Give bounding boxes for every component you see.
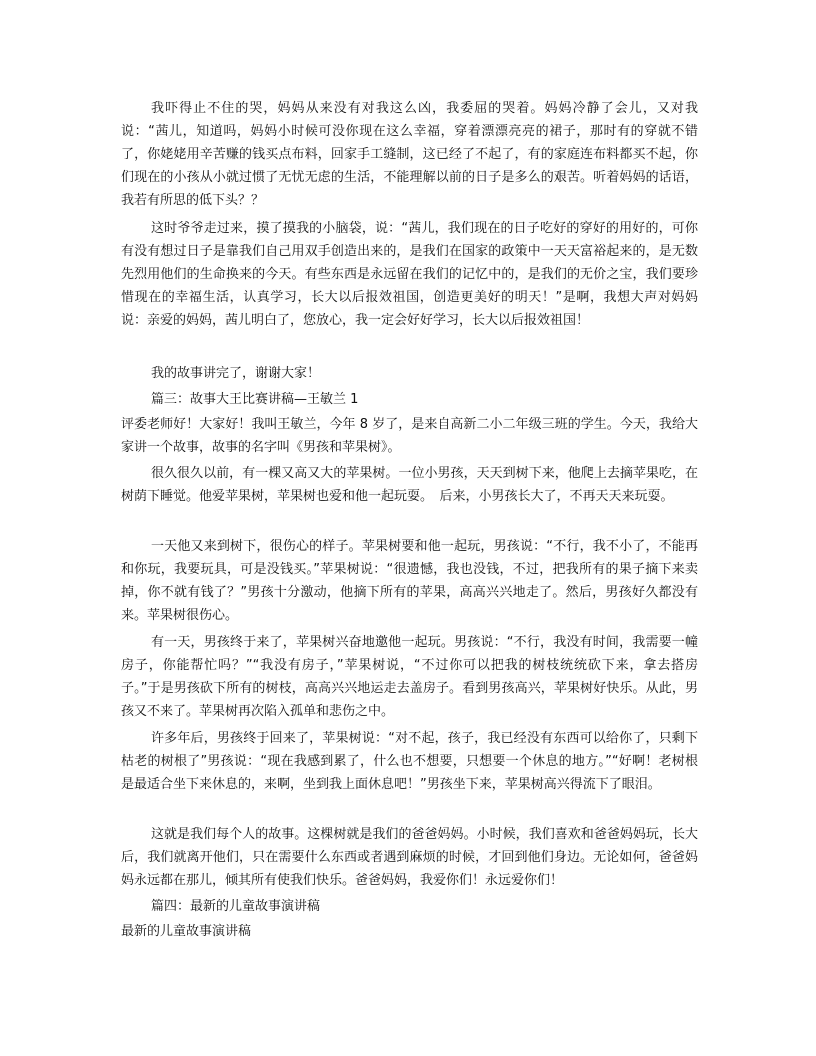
paragraph-closing: 我的故事讲完了，谢谢大家！ [151,366,321,381]
section-title-part4: 最新的儿童故事演讲稿 [121,924,252,939]
section-heading-part3: 篇三：故事大王比赛讲稿—王敏兰 1 [151,392,359,407]
paragraph-introduction: 评委老师好！大家好！我叫王敏兰，今年 8 岁了，是来自高新二小二年级三班的学生。今天，我给大家讲一个故事，故事的名字叫《男孩和苹果树》。 [121,417,698,455]
paragraph-grandpa-speech: 这时爷爷走过来，摸了摸我的小脑袋，说：“茜儿，我们现在的日子吃好的穿好的用好的，可你有没有想过日子是靠我们自己用双手创造出来的，是我们在国家的政策中一天天富裕起来的，是无数先烈用他们的生命换来的今天。有些东西是永远留在我们的记忆中的，是我们的无价之宝，我们要珍惜现在的幸福生活，认真学习，长大以后报效祖国，创造更美好的明天！”是啊，我想大声对妈妈说：亲爱的妈妈，茜儿明白了，您放心，我一定会好好学习，长大以后报效祖国！ [121,221,698,328]
paragraph-apples: 一天他又来到树下，很伤心的样子。苹果树要和他一起玩，男孩说：“不行，我不小了，不能再和你玩，我要玩具，可是没钱买。”苹果树说：“很遗憾，我也没钱，不过，把我所有的果子摘下来卖掉，你不就有钱了？”男孩十分激动，他摘下所有的苹果，高高兴兴地走了。然后，男孩好久都没有来。苹果树很伤心。 [121,539,698,623]
paragraph-moral: 这就是我们每个人的故事。这棵树就是我们的爸爸妈妈。小时候，我们喜欢和爸爸妈妈玩，长大后，我们就离开他们，只在需要什么东西或者遇到麻烦的时候，才回到他们身边。无论如何，爸爸妈妈永远都在那儿，倾其所有使我们快乐。爸爸妈妈，我爱你们！永远爱你们！ [121,827,698,888]
paragraph-story-start: 很久很久以前，有一棵又高又大的苹果树。一位小男孩，天天到树下来，他爬上去摘苹果吃，在树荫下睡觉。他爱苹果树，苹果树也爱和他一起玩耍。 后来，小男孩长大了，不再天天来玩耍。 [121,466,698,504]
paragraph-branches: 有一天，男孩终于来了，苹果树兴奋地邀他一起玩。男孩说：“不行，我没有时间，我需要一幢房子，你能帮忙吗？”“我没有房子，”苹果树说，“不过你可以把我的树枝统统砍下来，拿去搭房子。”于是男孩砍下所有的树枝，高高兴兴地运走去盖房子。看到男孩高兴，苹果树好快乐。从此，男孩又不来了。苹果树再次陷入孤单和悲伤之中。 [121,635,698,719]
paragraph-roots: 许多年后，男孩终于回来了，苹果树说：“对不起，孩子，我已经没有东西可以给你了，只剩下枯老的树根了”男孩说：“现在我感到累了，什么也不想要，只想要一个休息的地方。”“好啊！老树根是最适合坐下来休息的，来啊，坐到我上面休息吧！”男孩坐下来，苹果树高兴得流下了眼泪。 [121,731,698,792]
section-heading-part4: 篇四：最新的儿童故事演讲稿 [151,899,321,914]
paragraph-mother-speech: 我吓得止不住的哭，妈妈从来没有对我这么凶，我委屈的哭着。妈妈冷静了会儿，又对我说：“茜儿，知道吗，妈妈小时候可没你现在这么幸福，穿着漂漂亮亮的裙子，那时有的穿就不错了，你姥姥用辛苦赚的钱买点布料，回家手工缝制，这已经了不起了，有的家庭连布料都买不起，你们现在的小孩从小就过惯了无忧无虑的生活，不能理解以前的日子是多么的艰苦。听着妈妈的话语，我若有所思的低下头？？ [121,101,698,208]
